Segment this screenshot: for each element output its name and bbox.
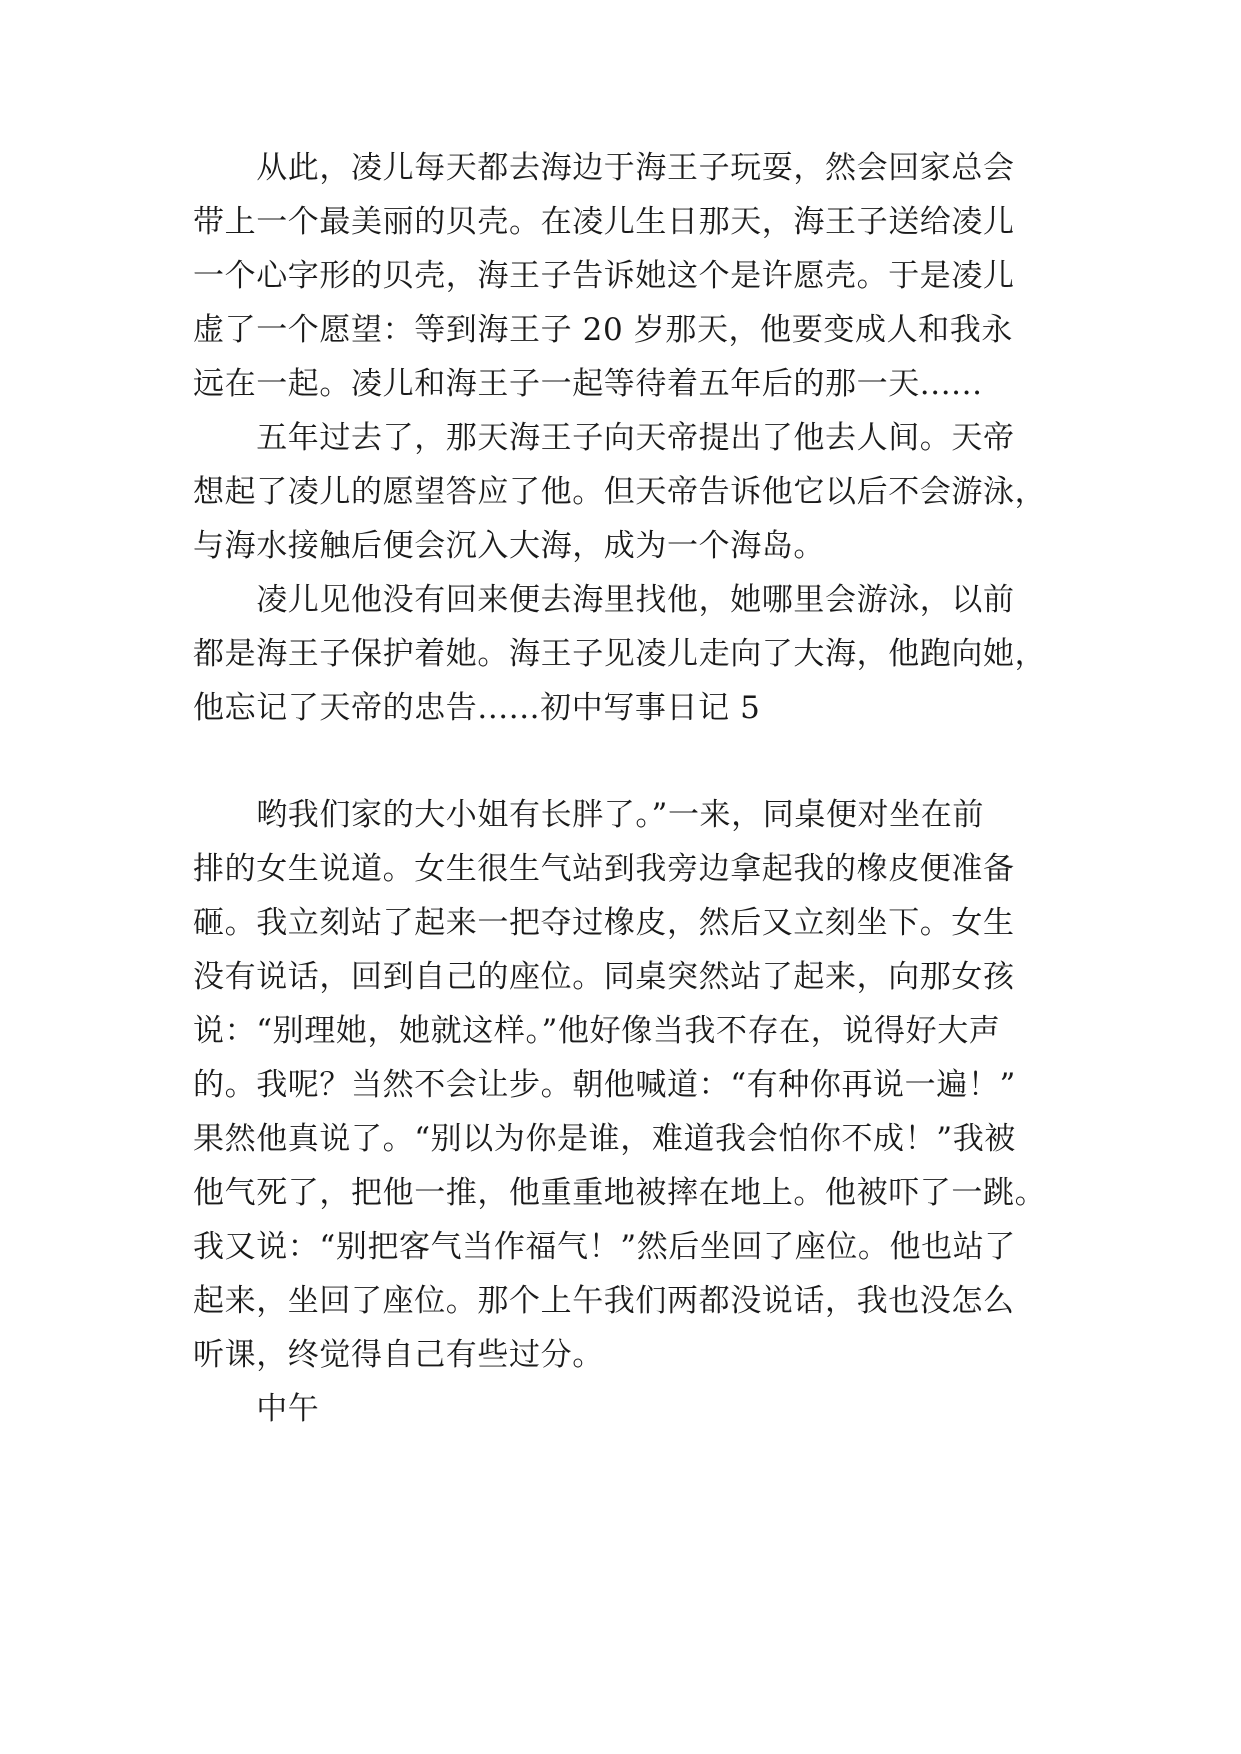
text-line: 带上一个最美丽的贝壳。在凌儿生日那天，海王子送给凌儿 bbox=[193, 204, 1015, 240]
text-line: 远在一起。凌儿和海王子一起等待着五年后的那一天...... bbox=[193, 366, 983, 402]
text-line: 的。我呢？当然不会让步。朝他喊道：“有种你再说一遍！” bbox=[193, 1067, 1016, 1103]
text-line: 砸。我立刻站了起来一把夺过橡皮，然后又立刻坐下。女生 bbox=[193, 905, 1015, 941]
text-line: 他气死了，把他一推，他重重地被摔在地上。他被吓了一跳。 bbox=[193, 1175, 1047, 1211]
text-line: 从此，凌儿每天都去海边于海王子玩耍，然会回家总会 bbox=[193, 150, 1015, 186]
text-line: 凌儿见他没有回来便去海里找他，她哪里会游泳，以前 bbox=[193, 582, 1015, 618]
text-line: 听课，终觉得自己有些过分。 bbox=[193, 1337, 604, 1373]
text-line: 我又说：“别把客气当作福气！”然后坐回了座位。他也站了 bbox=[193, 1229, 1016, 1265]
text-line: 都是海王子保护着她。海王子见凌儿走向了大海，他跑向她， bbox=[193, 636, 1047, 672]
text-line: 一个心字形的贝壳，海王子告诉她这个是许愿壳。于是凌儿 bbox=[193, 258, 1015, 294]
text-line: 五年过去了，那天海王子向天帝提出了他去人间。天帝 bbox=[193, 420, 1015, 456]
text-line: 与海水接触后便会沉入大海，成为一个海岛。 bbox=[193, 528, 825, 564]
text-line: 哟我们家的大小姐有长胖了。”一来，同桌便对坐在前 bbox=[193, 797, 984, 833]
text-line: 想起了凌儿的愿望答应了他。但天帝告诉他它以后不会游泳， bbox=[193, 474, 1047, 510]
text-line: 说：“别理她，她就这样。”他好像当我不存在，说得好大声 bbox=[193, 1013, 1001, 1049]
text-line: 虚了一个愿望：等到海王子 20 岁那天，他要变成人和我永 bbox=[193, 312, 1013, 348]
text-line: 中午 bbox=[193, 1391, 320, 1427]
text-line: 起来，坐回了座位。那个上午我们两都没说话，我也没怎么 bbox=[193, 1283, 1015, 1319]
text-line: 他忘记了天帝的忠告......初中写事日记 5 bbox=[193, 690, 761, 726]
text-line: 没有说话，回到自己的座位。同桌突然站了起来，向那女孩 bbox=[193, 959, 1015, 995]
text-line: 果然他真说了。“别以为你是谁，难道我会怕你不成！”我被 bbox=[193, 1121, 1016, 1157]
text-line: 排的女生说道。女生很生气站到我旁边拿起我的橡皮便准备 bbox=[193, 851, 1015, 887]
